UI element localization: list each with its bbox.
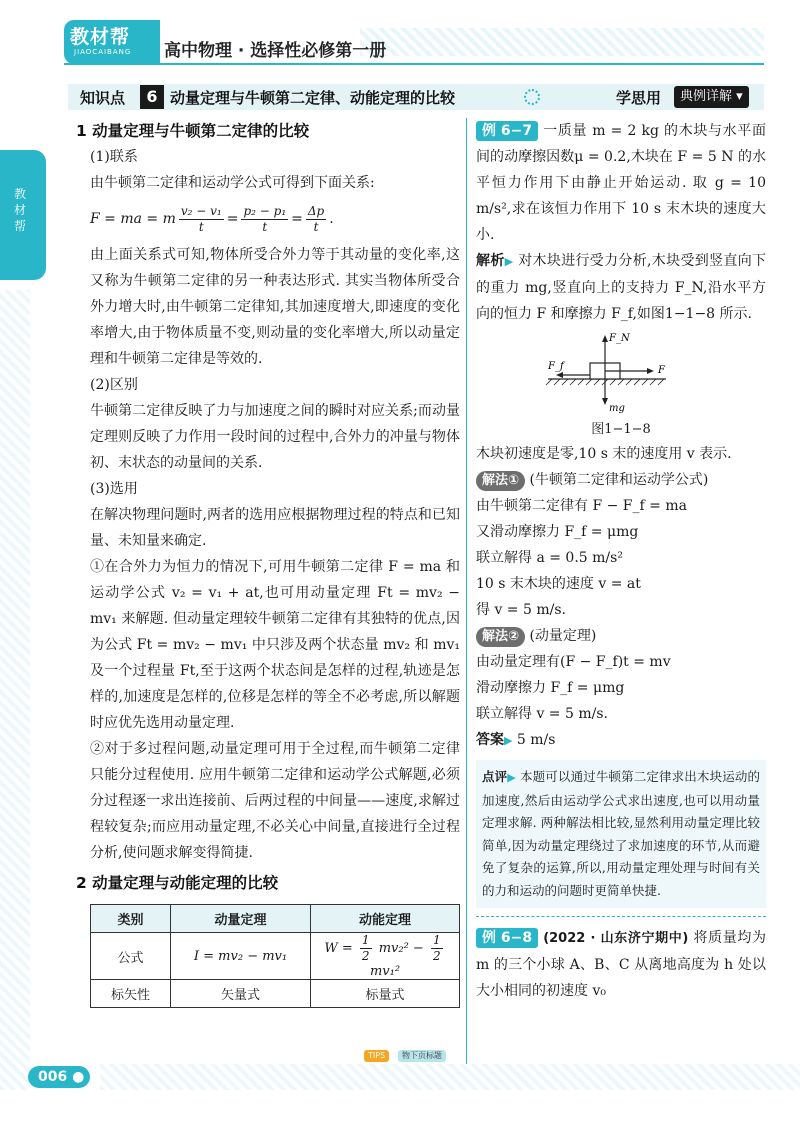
subsection-title-2: 2 动量定理与动能定理的比较 xyxy=(76,874,279,892)
side-tab-label: 教材帮 xyxy=(14,187,27,233)
answer-label: 答案 xyxy=(476,732,504,748)
method-line: 联立解得 v = 5 m/s. xyxy=(476,706,608,722)
comment-text: 本题可以通过牛顿第二定律求出木块运动的加速度,然后由运动学公式求出速度,也可以用动量定理求解. 两种解法相比较,显然利用动量定理比较简单,因为动量定理绕过了求加速度的环节,从而避免了复杂的运算,所以,用动量定理处理与时间有关的力和运动的问题时更简单快捷. xyxy=(482,769,760,898)
page-number xyxy=(28,1066,90,1088)
label-fn: F_N xyxy=(609,333,630,344)
analysis-label: 解析 xyxy=(476,253,505,269)
formula-part: . xyxy=(329,211,334,227)
tips-next-title: 物下页标题 xyxy=(398,1050,446,1062)
table-cell: 标量式 xyxy=(311,980,460,1008)
left-column xyxy=(76,118,460,1008)
fraction-numerator: 1 xyxy=(432,933,441,947)
fraction xyxy=(306,204,326,235)
method-line: 得 v = 5 m/s. xyxy=(476,602,566,618)
arrowhead xyxy=(556,372,563,378)
method-line: 由动量定理有(F − F_f)t = mv xyxy=(476,654,671,670)
item-heading-link: (1)联系 xyxy=(90,149,138,165)
example-tag: 例 6−7 xyxy=(476,121,538,141)
comment-label: 点评 xyxy=(482,769,508,784)
fraction-numerator: Δp xyxy=(307,203,325,218)
method-1-heading xyxy=(476,467,766,493)
example-tag: 例 6−8 xyxy=(476,928,538,948)
method-line: 联立解得 a = 0.5 m/s² xyxy=(476,550,623,566)
label-mg: mg xyxy=(609,403,625,414)
item-heading-difference: (2)区别 xyxy=(90,377,138,393)
right-column xyxy=(476,118,766,1004)
table-header: 类别 xyxy=(91,905,171,933)
example-text: 一质量 m = 2 kg 的木块与水平面间的动摩擦因数μ = 0.2,木块在 F = 5 N 的水平恒力作用下由静止开始运动. 取 g = 10 m/s²,求在该恒力作用下 10 s 末木块的速度大小. xyxy=(476,123,766,243)
fraction-denominator: t xyxy=(313,219,319,234)
paragraph: 在解决物理问题时,两者的选用应根据物理过程的特点和已知量、未知量来确定. xyxy=(90,507,460,549)
subsection-title-1: 1 动量定理与牛顿第二定律的比较 xyxy=(76,122,310,140)
arrowhead xyxy=(602,335,608,342)
header-divider xyxy=(64,63,764,65)
side-decoration xyxy=(0,290,30,1090)
paragraph: 牛顿第二定律反映了力与加速度之间的瞬时对应关系;而动量定理则反映了力作用一段时间的过程中,合外力的冲量与物体初、末状态的动量间的关系. xyxy=(90,403,460,471)
force-diagram xyxy=(476,327,766,419)
arrow-right-icon: ▶ xyxy=(507,771,516,784)
item-heading-selection: (3)选用 xyxy=(90,481,138,497)
table-row xyxy=(91,933,460,980)
paragraph: ②对于多过程问题,动量定理可用于全过程,而牛顿第二定律只能分过程使用. 应用牛顿第二定律和运动学公式解题,必须分过程逐一求出连接前、后两过程的中间量——速度,求解过程较复杂;而应用动量定理,不必关心中间量,直接进行全过程分析,使问题求解变得简捷. xyxy=(90,741,460,861)
fraction xyxy=(179,204,224,235)
arrowhead xyxy=(602,398,608,405)
fraction xyxy=(431,933,443,964)
formula-part: F = ma = m xyxy=(90,211,176,227)
example-source: (2022 · 山东济宁期中) xyxy=(543,931,689,946)
figure-caption: 图1−1−8 xyxy=(591,422,651,437)
header-decoration xyxy=(360,28,764,56)
formula-part: mv₁² xyxy=(369,964,401,979)
brand-name: 教材帮 xyxy=(70,26,131,48)
paragraph: ①在合外力为恒力的情况下,可用牛顿第二定律 F = ma 和运动学公式 v₂ = v₁ + at,也可用动量定理 Ft = mv₂ − mv₁ 来解题. 但动量定理较牛顿第二定律有其独特的优点,因为公式 Ft = mv₂ − mv₁ 中只涉及两个状态量 mv₂ 和 mv₁ 及一个过程量 Ft,至于这两个状态间是怎样的过程,轨迹是怎样的,加速度是怎样的,位移是怎样的等全不必考虑,所以解题时应优先选用动量定理. xyxy=(90,559,460,731)
fraction-denominator: t xyxy=(262,219,268,234)
brand-subtitle: JIAOCAIBANG xyxy=(74,48,132,56)
fraction xyxy=(241,204,288,235)
fraction-numerator: 1 xyxy=(361,933,370,947)
formula-part: = xyxy=(226,211,239,227)
answer-text: 5 m/s xyxy=(516,732,556,748)
example-6-7 xyxy=(476,118,766,248)
section-label: 知识点 xyxy=(80,89,126,107)
column-divider xyxy=(466,118,467,1078)
side-tab xyxy=(0,150,46,280)
solution-analysis xyxy=(476,248,766,327)
section-title: 动量定理与牛顿第二定律、动能定理的比较 xyxy=(170,89,456,107)
table-header-row xyxy=(91,905,460,933)
formula-part: mv₂² − xyxy=(378,941,424,956)
method-title: (牛顿第二定律和运动学公式) xyxy=(529,472,709,488)
table-cell: 公式 xyxy=(91,933,171,980)
label-ff: F_f xyxy=(548,361,564,372)
example-6-8 xyxy=(476,925,766,1004)
fraction-numerator: p₂ − p₁ xyxy=(243,203,287,218)
method-tag: 解法② xyxy=(476,627,525,647)
table-header: 动量定理 xyxy=(171,905,311,933)
section-right-label: 学思用 xyxy=(616,89,662,107)
page-number-text: 006 xyxy=(38,1069,68,1085)
table-row xyxy=(91,980,460,1008)
fraction-denominator: 2 xyxy=(361,949,370,963)
example-text: 将质量均为 m 的三个小球 A、B、C 从离地高度为 h 处以大小相同的初速度 v₀ xyxy=(476,930,767,999)
tips-badge: TIPS xyxy=(364,1050,389,1062)
formula-momentum xyxy=(76,196,460,242)
comment-box xyxy=(476,760,766,908)
section-badge xyxy=(674,86,749,108)
fraction-denominator: t xyxy=(198,219,204,234)
label-f: F xyxy=(658,365,665,376)
section-number: 6 xyxy=(140,85,164,109)
arrow-right-icon: ▶ xyxy=(504,734,513,747)
divider xyxy=(476,916,766,917)
fraction-numerator: v₂ − v₁ xyxy=(180,203,222,218)
formula-part: = xyxy=(291,211,303,227)
method-line: 由牛顿第二定律有 F − F_f = ma xyxy=(476,498,687,514)
method-title: (动量定理) xyxy=(529,628,597,644)
comparison-table xyxy=(90,904,460,1008)
analysis-text: 对木块进行受力分析,木块受到竖直向下的重力 mg,竖直向上的支持力 F_N,沿水平方向的恒力 F 和摩擦力 F_f,如图1−1−8 所示. xyxy=(476,253,767,322)
section-heading-bar xyxy=(68,84,764,110)
method-2-heading xyxy=(476,623,766,649)
chevron-right-icon: ● xyxy=(72,1069,85,1085)
method-line: 10 s 末木块的速度 v = at xyxy=(476,576,641,592)
fraction-denominator: 2 xyxy=(432,949,441,963)
paragraph: 由牛顿第二定律和运动学公式可得到下面关系: xyxy=(90,175,375,191)
paragraph: 木块初速度是零,10 s 末的速度用 v 表示. xyxy=(476,446,732,462)
force-diagram-svg xyxy=(476,327,766,419)
table-cell: 矢量式 xyxy=(171,980,311,1008)
triangle-down-icon: ▾ xyxy=(736,89,743,104)
table-header: 动能定理 xyxy=(311,905,460,933)
arrow-right-icon: ▶ xyxy=(504,255,514,268)
method-tag: 解法① xyxy=(476,471,525,491)
method-line: 滑动摩擦力 F_f = μmg xyxy=(476,680,625,696)
paragraph: 由上面关系式可知,物体所受合外力等于其动量的变化率,这又称为牛顿第二定律的另一种表达形式. 其实当物体所受合外力增大时,由牛顿第二定律知,其加速度增大,即速度的变化率增大,由于物体质量不变,则动量的变化率增大,所以动量定理和牛顿第二定律是等效的. xyxy=(90,247,460,367)
formula-part: W = xyxy=(324,941,353,956)
arrowhead xyxy=(647,368,654,374)
method-line: 又滑动摩擦力 F_f = μmg xyxy=(476,524,639,540)
page-header xyxy=(0,0,800,70)
ornament-icon xyxy=(524,89,540,105)
book-title: 高中物理 · 选择性必修第一册 xyxy=(164,41,387,61)
footer-decoration xyxy=(100,1064,800,1090)
brand-logo xyxy=(64,20,160,64)
table-cell-formula xyxy=(311,933,460,980)
table-cell: I = mv₂ − mv₁ xyxy=(171,933,311,980)
answer xyxy=(476,727,766,754)
section-badge-text: 典例详解 xyxy=(680,89,733,104)
table-cell: 标矢性 xyxy=(91,980,171,1008)
fraction xyxy=(360,933,372,964)
